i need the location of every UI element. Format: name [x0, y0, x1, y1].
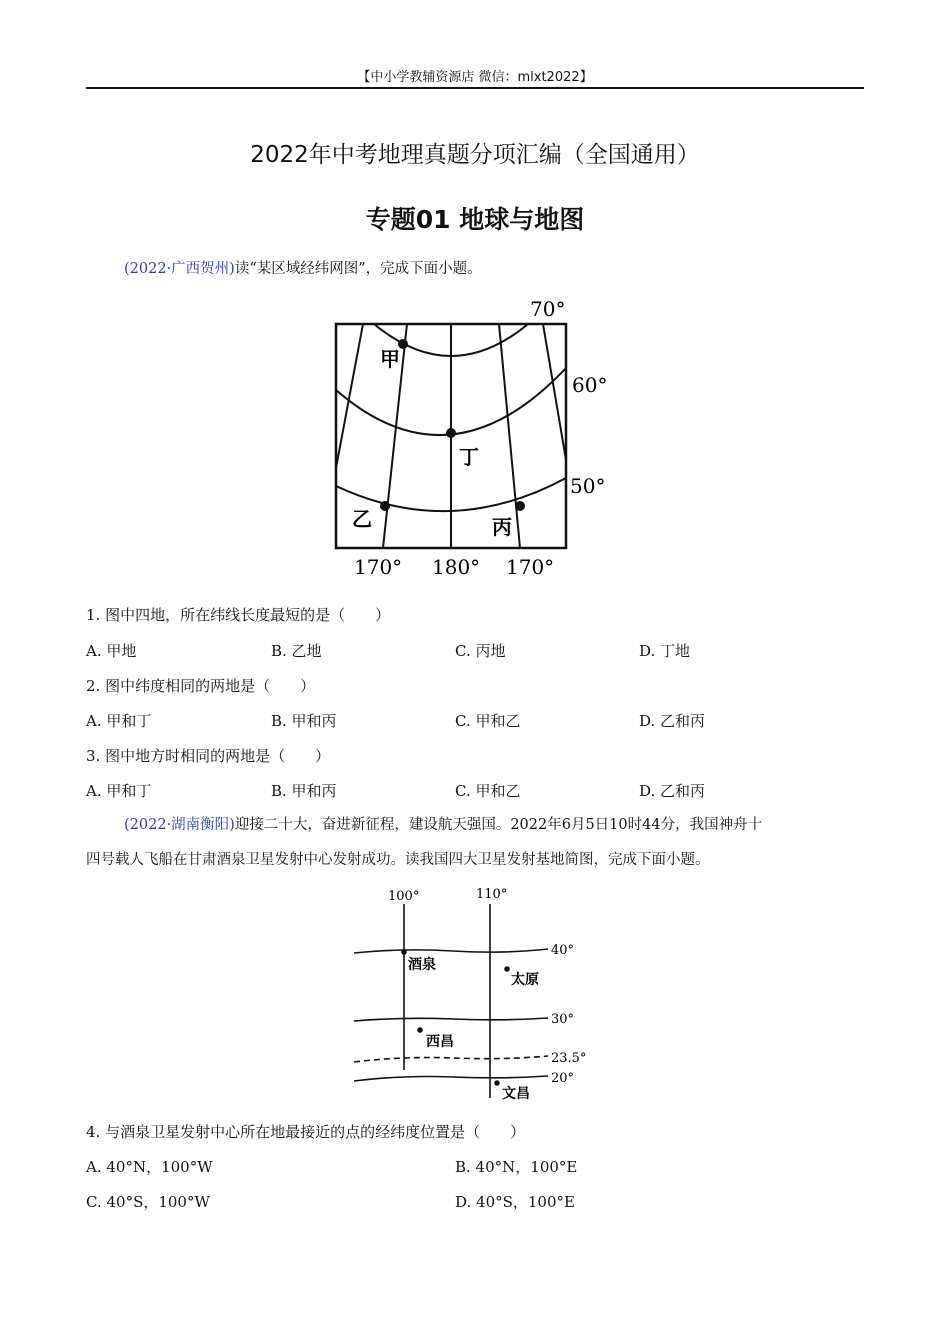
question-4-option-b: B. 40°N，100°E — [455, 1158, 578, 1176]
site-xichang-dot — [417, 1027, 423, 1033]
question-1-option-a: A. 甲地 — [86, 642, 137, 660]
lon-label-170-east: 170° — [506, 555, 555, 579]
tropic-of-cancer — [354, 1056, 548, 1062]
lat-label-40: 40° — [551, 943, 575, 958]
label-wenchang: 文昌 — [502, 1086, 530, 1102]
meridian-line — [336, 324, 363, 468]
question-2-option-b: B. 甲和丙 — [271, 712, 337, 730]
lat-label-30: 30° — [551, 1012, 575, 1027]
label-taiyuan: 太原 — [511, 972, 539, 988]
passage-2-text-1: 迎接二十大，奋进新征程，建设航天强国。2022年6月5日10时44分，我国神舟十 — [234, 817, 763, 833]
document-subtitle: 专题01 地球与地图 — [365, 205, 585, 234]
lat-label-50: 50° — [570, 474, 606, 498]
question-4-option-a: A. 40°N，100°W — [86, 1158, 213, 1176]
site-wenchang-dot — [494, 1080, 500, 1086]
label-xichang: 西昌 — [426, 1034, 454, 1050]
question-2-option-a: A. 甲和丁 — [86, 712, 152, 730]
passage-1-source: (2022·广西贺州) — [124, 261, 235, 277]
lon-label-110: 110° — [476, 887, 508, 902]
question-3-option-c: C. 甲和乙 — [455, 782, 521, 800]
point-bing — [515, 501, 525, 511]
question-4-option-d: D. 40°S，100°E — [455, 1193, 575, 1211]
question-1-stem: 1. 图中四地，所在纬线长度最短的是（ ） — [86, 606, 391, 624]
question-3-option-d: D. 乙和丙 — [639, 782, 706, 800]
question-2-option-c: C. 甲和乙 — [455, 712, 521, 730]
header-note: 【中小学教辅资源店 微信：mlxt2022】 — [357, 70, 593, 85]
passage-2-line-1 — [86, 808, 866, 843]
launch-sites-figure — [348, 880, 598, 1102]
passage-2-source: (2022·湖南衡阳) — [124, 817, 235, 833]
question-3-stem: 3. 图中地方时相同的两地是（ ） — [86, 747, 331, 765]
label-jia: 甲 — [380, 347, 400, 371]
passage-2-line-2: 四号载人飞船在甘肃酒泉卫星发射中心发射成功。读我国四大卫星发射基地简图，完成下面小题。 — [86, 852, 710, 868]
lon-label-180: 180° — [432, 555, 481, 579]
question-2-option-d: D. 乙和丙 — [639, 712, 706, 730]
lat-label-23-5: 23.5° — [551, 1051, 587, 1066]
lon-label-170-west: 170° — [354, 555, 403, 579]
passage-1 — [86, 252, 866, 287]
label-ding: 丁 — [459, 445, 479, 469]
question-3-option-b: B. 甲和丙 — [271, 782, 337, 800]
question-3-option-a: A. 甲和丁 — [86, 782, 152, 800]
site-taiyuan-dot — [504, 966, 510, 972]
question-1-option-c: C. 丙地 — [455, 642, 506, 660]
question-1-option-d: D. 丁地 — [639, 642, 691, 660]
point-yi — [380, 501, 390, 511]
question-4-stem: 4. 与酒泉卫星发射中心所在地最接近的点的经纬度位置是（ ） — [86, 1123, 526, 1141]
label-yi: 乙 — [352, 507, 372, 531]
parallel-30 — [354, 1018, 548, 1021]
graticule-map-figure — [326, 290, 626, 582]
label-jiuquan: 酒泉 — [408, 957, 436, 973]
meridian-line — [543, 324, 566, 460]
document-title: 2022年中考地理真题分项汇编（全国通用） — [250, 142, 700, 168]
site-jiuquan-dot — [401, 949, 407, 955]
lat-label-20: 20° — [551, 1071, 575, 1086]
parallel-40 — [354, 949, 548, 953]
passage-1-text: 读“某区域经纬网图”，完成下面小题。 — [234, 261, 482, 277]
lat-label-60: 60° — [572, 373, 608, 397]
lat-label-70: 70° — [530, 297, 566, 321]
question-1-option-b: B. 乙地 — [271, 642, 322, 660]
header-rule — [86, 87, 864, 89]
point-ding — [446, 428, 456, 438]
question-2-stem: 2. 图中纬度相同的两地是（ ） — [86, 677, 316, 695]
lon-label-100: 100° — [388, 889, 420, 904]
parallel-20 — [354, 1076, 548, 1081]
question-4-option-c: C. 40°S，100°W — [86, 1193, 210, 1211]
label-bing: 丙 — [492, 515, 512, 539]
